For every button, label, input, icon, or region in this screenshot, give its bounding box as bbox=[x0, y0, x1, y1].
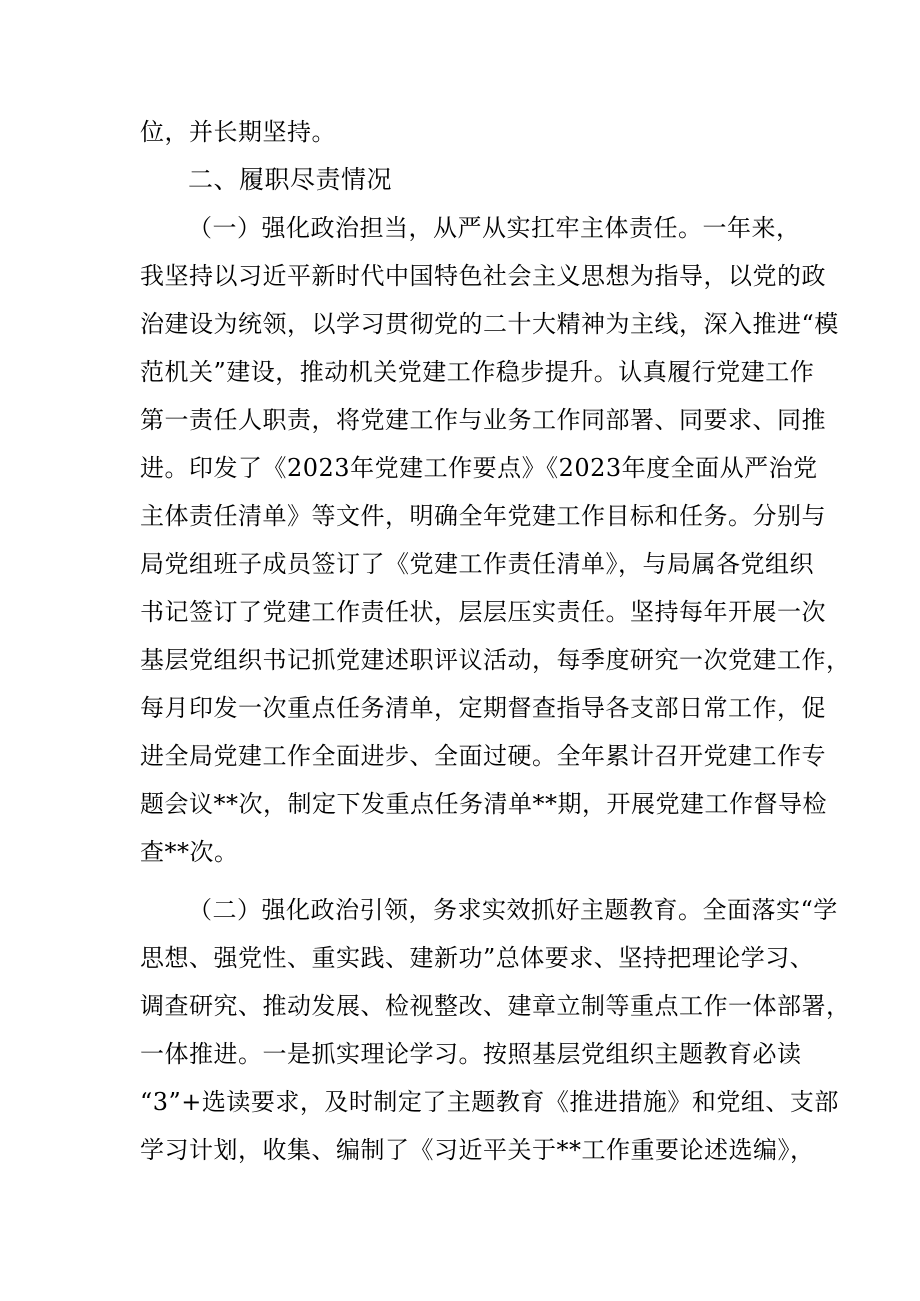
section-heading: 二、履职尽责情况 bbox=[188, 165, 393, 194]
paragraph-line: 每月印发一次重点任务清单，定期督查指导各支部日常工作，促 bbox=[140, 694, 826, 722]
paragraph-line: 一体推进。一是抓实理论学习。按照基层党组织主题教育必读 bbox=[140, 1040, 802, 1068]
paragraph-line: （一）强化政治担当，从严从实扛牢主体责任。一年来， bbox=[188, 214, 801, 242]
paragraph-1 bbox=[140, 204, 851, 876]
paragraph-line: 题会议**次，制定下发重点任务清单**期，开展党建工作督导检 bbox=[140, 790, 827, 818]
carryover-line: 位，并长期坚持。 bbox=[140, 118, 336, 146]
paragraph-line: 进。印发了《2023年党建工作要点》《2023年度全面从严治党 bbox=[140, 454, 818, 482]
paragraph-line: 进全局党建工作全面进步、全面过硬。全年累计召开党建工作专 bbox=[140, 742, 826, 770]
paragraph-line: （二）强化政治引领，务求实效抓好主题教育。全面落实“学 bbox=[188, 896, 838, 924]
paragraph-line: “3”+选读要求，及时制定了主题教育《推进措施》和党组、支部 bbox=[140, 1088, 839, 1116]
paragraph-line: 主体责任清单》等文件，明确全年党建工作目标和任务。分别与 bbox=[140, 502, 826, 530]
paragraph-line: 我坚持以习近平新时代中国特色社会主义思想为指导，以党的政 bbox=[140, 262, 826, 290]
paragraph-line: 调查研究、推动发展、检视整改、建章立制等重点工作一体部署， bbox=[140, 992, 851, 1020]
paragraph-2 bbox=[140, 886, 851, 1174]
paragraph-line: 范机关”建设，推动机关党建工作稳步提升。认真履行党建工作 bbox=[140, 358, 815, 386]
paragraph-gap bbox=[140, 876, 796, 886]
paragraph-line: 第一责任人职责，将党建工作与业务工作同部署、同要求、同推 bbox=[140, 406, 826, 434]
document-page bbox=[140, 108, 851, 1174]
paragraph-line: 学习计划，收集、编制了《习近平关于**工作重要论述选编》， bbox=[140, 1136, 815, 1164]
paragraph-line: 基层党组织书记抓党建述职评议活动，每季度研究一次党建工作， bbox=[140, 646, 851, 674]
paragraph-line: 书记签订了党建工作责任状，层层压实责任。坚持每年开展一次 bbox=[140, 598, 826, 626]
paragraph-line: 思想、强党性、重实践、建新功”总体要求、坚持把理论学习、 bbox=[140, 944, 815, 972]
paragraph-line: 治建设为统领，以学习贯彻党的二十大精神为主线，深入推进“模 bbox=[140, 310, 839, 338]
paragraph-line: 查**次。 bbox=[140, 838, 239, 866]
paragraph-line: 局党组班子成员签订了《党建工作责任清单》，与局属各党组织 bbox=[140, 550, 814, 578]
